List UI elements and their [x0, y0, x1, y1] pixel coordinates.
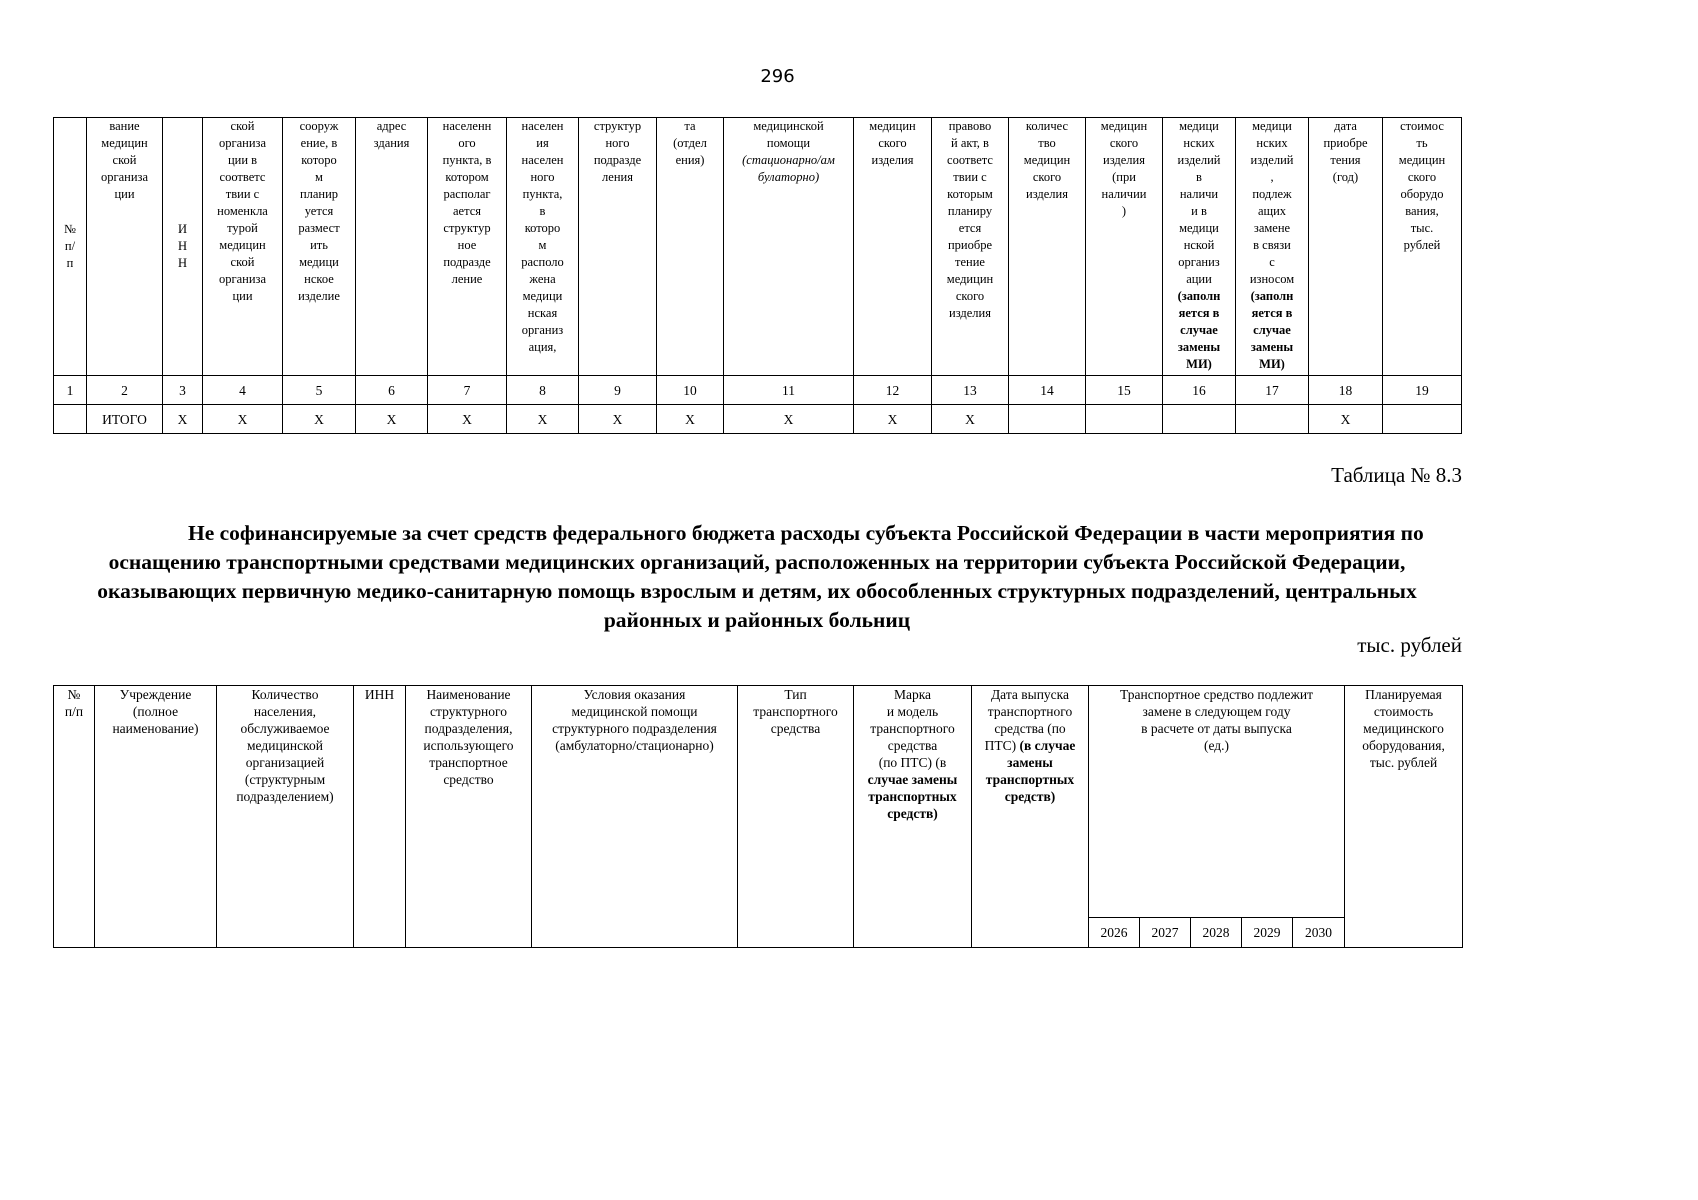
- header-cell-number: № п/ п: [64, 222, 76, 270]
- header-cell-devices-to-replace-note: (заполн яется в случае замены МИ): [1250, 289, 1294, 371]
- header-cell-population: Количество населения, обслуживаемое медицинской организацией (структурным подразделением): [236, 687, 334, 804]
- header-cell-address: адрес здания: [373, 119, 410, 150]
- column-number: 8: [507, 376, 579, 405]
- medical-equipment-table: [53, 117, 1462, 434]
- column-number: 19: [1383, 376, 1462, 405]
- header-cell-release-date: Дата выпуска транспортного средства (по ПТС): [984, 687, 1073, 753]
- header-cell-device-model: медицин ского изделия (при наличии ): [1100, 119, 1148, 218]
- total-row: [54, 405, 1462, 434]
- year-cell: 2026: [1089, 918, 1140, 948]
- column-number: 3: [163, 376, 203, 405]
- header-cell-purchase-date: дата приобре тения (год): [1323, 119, 1368, 184]
- header-cell-legal-act: правово й акт, в соответс твии с которым планиру ется приобре тение медицин ского изделия: [946, 119, 994, 320]
- column-number: 18: [1309, 376, 1383, 405]
- total-cell: Х: [283, 405, 356, 434]
- total-cell: Х: [579, 405, 657, 434]
- column-number: 6: [356, 376, 428, 405]
- total-cell: [1163, 405, 1236, 434]
- transport-table: [53, 685, 1463, 948]
- header-cell-vehicle-type: Тип транспортного средства: [753, 687, 838, 736]
- header-cell-building: сооруж ение, в которо м планир уется размест ить медици нское изделие: [298, 119, 340, 303]
- column-number: 5: [283, 376, 356, 405]
- header-cell-settlement: населенн ого пункта, в котором располаг ается структур ное подразде ление: [442, 119, 492, 286]
- table-header-row: [54, 118, 1462, 376]
- header-cell-institution: Учреждение (полное наименование): [112, 687, 199, 736]
- column-number: 1: [54, 376, 87, 405]
- header-cell-care-type: медицинской помощи: [753, 119, 824, 150]
- column-number: 13: [932, 376, 1009, 405]
- total-cell: Х: [507, 405, 579, 434]
- column-number: 15: [1086, 376, 1163, 405]
- total-cell: Х: [163, 405, 203, 434]
- header-cell-devices-to-replace: медици нских изделий , подлеж ащих замене в связи с износом: [1249, 119, 1295, 286]
- total-cell: [1086, 405, 1163, 434]
- column-number: 9: [579, 376, 657, 405]
- header-cell-quantity: количес тво медицин ского изделия: [1023, 119, 1071, 201]
- header-cell-device-name: медицин ского изделия: [869, 119, 916, 167]
- header-cell-number: № п/п: [64, 687, 84, 719]
- column-number: 11: [724, 376, 854, 405]
- year-cell: 2030: [1293, 918, 1345, 948]
- total-cell: [54, 405, 87, 434]
- total-cell: Х: [356, 405, 428, 434]
- year-cell: 2027: [1140, 918, 1191, 948]
- total-cell: [1383, 405, 1462, 434]
- total-cell: Х: [1309, 405, 1383, 434]
- header-cell-devices-available-note: (заполн яется в случае замены МИ): [1177, 289, 1221, 371]
- table-title-line: оказывающих первичную медико-санитарную помощь взрослым и детям, их обособленных структурных подразделений, центральных: [97, 579, 1417, 603]
- total-cell: Х: [932, 405, 1009, 434]
- table-title: [40, 519, 1474, 635]
- header-cell-subdivision: структур ного подразде ления: [593, 119, 642, 184]
- header-cell-inn: ИНН: [364, 687, 395, 702]
- header-cell-organization-type: ской организа ции в соответс твии с номенкла турой медицин ской организа ции: [217, 119, 268, 303]
- total-label: ИТОГО: [87, 405, 163, 434]
- header-cell-vehicle-model-note: случае замены транспортных средств): [867, 772, 958, 821]
- page-number: 296: [760, 66, 795, 87]
- table-header-row: [54, 686, 1463, 918]
- column-number: 12: [854, 376, 932, 405]
- column-number: 7: [428, 376, 507, 405]
- header-cell-equipment-cost: стоимос ть медицин ского оборудо вания, тыс. рублей: [1398, 119, 1446, 252]
- column-number: 14: [1009, 376, 1086, 405]
- column-number: 10: [657, 376, 724, 405]
- total-cell: Х: [657, 405, 724, 434]
- total-cell: [1236, 405, 1309, 434]
- column-number: 4: [203, 376, 283, 405]
- header-cell-care-type-note: (стационарно/ам булаторно): [742, 153, 835, 184]
- total-cell: Х: [854, 405, 932, 434]
- column-number: 2: [87, 376, 163, 405]
- header-cell-population: населен ия населен ного пункта, в которо м располо жена медици нская организ ация,: [521, 119, 564, 354]
- header-cell-planned-cost: Планируемая стоимость медицинского оборудования, тыс. рублей: [1362, 687, 1445, 770]
- total-cell: Х: [428, 405, 507, 434]
- column-number: 16: [1163, 376, 1236, 405]
- header-cell-subdivision: Наименование структурного подразделения, использующего транспортное средство: [423, 687, 514, 787]
- year-cell: 2029: [1242, 918, 1293, 948]
- header-cell-organization-name: вание медицин ской организа ции: [100, 119, 149, 201]
- total-cell: [1009, 405, 1086, 434]
- header-cell-devices-available: медици нских изделий в наличи и в медици нской организ ации: [1177, 119, 1221, 286]
- table-label: Таблица № 8.3: [1331, 463, 1462, 487]
- header-cell-department: та (отдел ения): [673, 119, 707, 167]
- column-number: 17: [1236, 376, 1309, 405]
- table-title-line: оснащению транспортными средствами медицинских организаций, расположенных на территории субъекта Российской Федерации,: [108, 550, 1406, 574]
- header-cell-release-date-note: (в случае замены транспортных средств): [985, 738, 1076, 804]
- header-cell-care-conditions: Условия оказания медицинской помощи структурного подразделения (амбулаторно/стационарно): [552, 687, 717, 753]
- table-title-line: районных и районных больниц: [603, 608, 911, 632]
- total-cell: Х: [724, 405, 854, 434]
- units-label: тыс. рублей: [1357, 633, 1462, 657]
- header-cell-inn: И Н Н: [177, 222, 188, 270]
- header-cell-replacement-years: Транспортное средство подлежит замене в следующем году в расчете от даты выпуска (ед.): [1120, 687, 1314, 753]
- column-numbers-row: [54, 376, 1462, 405]
- total-cell: Х: [203, 405, 283, 434]
- year-cell: 2028: [1191, 918, 1242, 948]
- table-title-line: Не софинансируемые за счет средств федерального бюджета расходы субъекта Российской Федерации в части мероприятия по: [188, 521, 1424, 545]
- header-cell-vehicle-model: Марка и модель транспортного средства (по ПТС) (в: [870, 687, 955, 770]
